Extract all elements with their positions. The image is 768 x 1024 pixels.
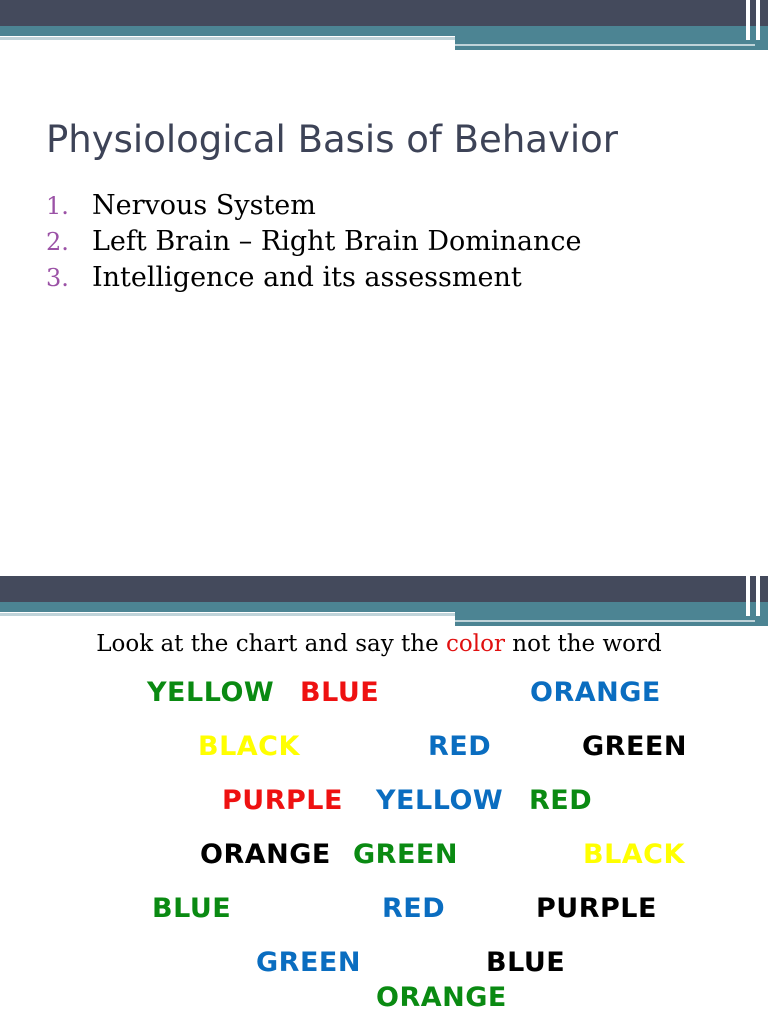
stroop-word: BLACK: [198, 731, 300, 762]
stroop-word: ORANGE: [376, 982, 507, 1013]
slide-2: [0, 576, 768, 1024]
list-item: [46, 262, 582, 298]
header-stripe: [746, 576, 750, 616]
header-accent-band: [0, 26, 768, 36]
stroop-word: BLUE: [152, 893, 232, 924]
stroop-word: RED: [428, 731, 492, 762]
instruction-end: not the word: [512, 631, 662, 657]
instruction-start: Look at the chart and say the: [96, 631, 439, 657]
stroop-word: GREEN: [353, 839, 458, 870]
stroop-word: GREEN: [582, 731, 687, 762]
stroop-word: ORANGE: [530, 677, 661, 708]
header-accent-band: [0, 602, 768, 612]
stroop-word: RED: [382, 893, 446, 924]
header-band: [0, 0, 768, 26]
header-stripe: [746, 0, 750, 40]
instruction-text: [0, 631, 758, 657]
header-light-line: [0, 613, 455, 616]
header-accent-tab: [455, 36, 768, 50]
list-item: [46, 226, 582, 262]
list-item: [46, 190, 582, 226]
header-stripe: [756, 576, 760, 616]
header-accent-tab: [455, 612, 768, 626]
list-number: 1.: [46, 192, 69, 220]
list-text: Nervous System: [92, 190, 316, 221]
stroop-word: GREEN: [256, 947, 361, 978]
list-number: 3.: [46, 264, 69, 292]
slide-title: Physiological Basis of Behavior: [46, 118, 618, 161]
stroop-word: RED: [529, 785, 593, 816]
header-light-line-2: [455, 620, 755, 622]
stroop-word: PURPLE: [536, 893, 657, 924]
stroop-word: BLACK: [583, 839, 685, 870]
header-light-line-2: [455, 44, 755, 46]
header-band: [0, 576, 768, 602]
header-stripe: [756, 0, 760, 40]
stroop-word: PURPLE: [222, 785, 343, 816]
instruction-highlight: color: [446, 631, 505, 657]
list-text: Left Brain – Right Brain Dominance: [92, 226, 582, 257]
topic-list: [46, 190, 582, 298]
stroop-word: YELLOW: [147, 677, 275, 708]
stroop-word: BLUE: [300, 677, 380, 708]
list-text: Intelligence and its assessment: [92, 262, 522, 293]
stroop-word: ORANGE: [200, 839, 331, 870]
header-light-line: [0, 37, 455, 40]
stroop-word: YELLOW: [376, 785, 504, 816]
list-number: 2.: [46, 228, 69, 256]
stroop-word: BLUE: [486, 947, 566, 978]
